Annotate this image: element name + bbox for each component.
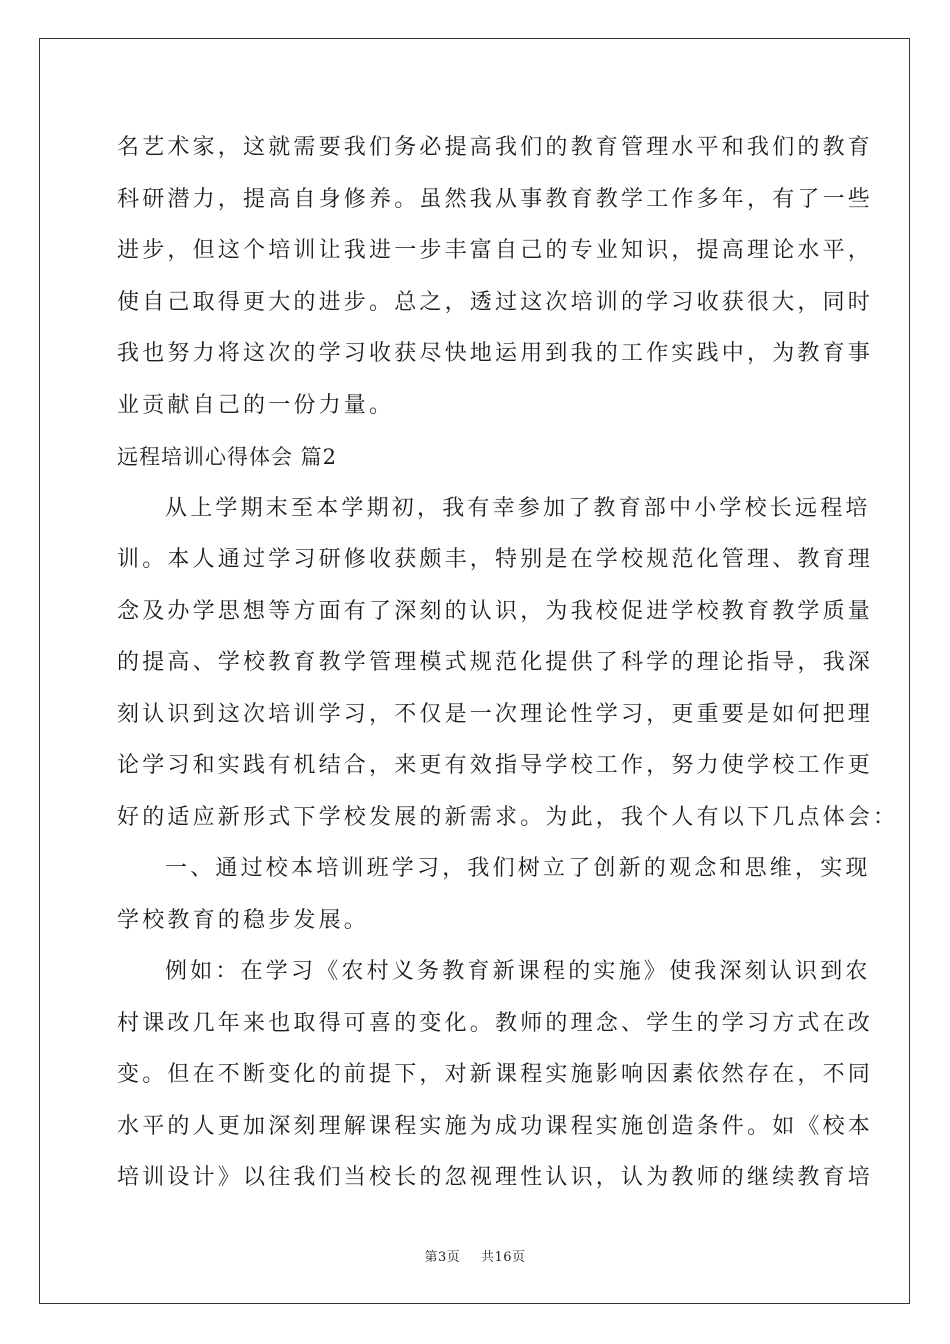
- text-line: 我也努力将这次的学习收获尽快地运用到我的工作实践中，为教育事: [117, 341, 874, 366]
- text-line: 名艺术家，这就需要我们务必提高我们的教育管理水平和我们的教育: [117, 135, 874, 160]
- paragraph-start-line: 一、通过校本培训班学习，我们树立了创新的观念和思维，实现: [165, 856, 871, 881]
- text-line: 的提高、学校教育教学管理模式规范化提供了科学的理论指导，我深: [117, 650, 874, 675]
- text-line: 刻认识到这次培训学习，不仅是一次理论性学习，更重要是如何把理: [117, 701, 874, 727]
- text-line: 好的适应新形式下学校发展的新需求。为此，我个人有以下几点体会：: [117, 804, 899, 830]
- text-line: 使自己取得更大的进步。总之，透过这次培训的学习收获很大，同时: [117, 289, 874, 315]
- text-line: 训。本人通过学习研修收获颇丰，特别是在学校规范化管理、教育理: [117, 547, 874, 572]
- text-line: 变。但在不断变化的前提下，对新课程实施影响因素依然存在，不同: [117, 1062, 874, 1087]
- section-heading: 远程培训心得体会 篇2: [117, 445, 338, 469]
- text-line: 学校教育的稳步发展。: [117, 907, 370, 933]
- text-line: 业贡献自己的一份力量。: [117, 392, 395, 418]
- text-line: 念及办学思想等方面有了深刻的认识，为我校促进学校教育教学质量: [117, 598, 874, 624]
- paragraph-start-line: 从上学期末至本学期初，我有幸参加了教育部中小学校长远程培: [165, 495, 871, 521]
- text-line: 村课改几年来也取得可喜的变化。教师的理念、学生的学习方式在改: [117, 1010, 874, 1036]
- text-line: 进步，但这个培训让我进一步丰富自己的专业知识，提高理论水平，: [117, 238, 874, 263]
- page-footer: [0, 1246, 950, 1265]
- text-line: 培训设计》以往我们当校长的忽视理性认识，认为教师的继续教育培: [117, 1165, 874, 1190]
- page-total: 共16页: [480, 1250, 526, 1265]
- text-line: 水平的人更加深刻理解课程实施为成功课程实施创造条件。如《校本: [117, 1113, 874, 1139]
- text-line: 论学习和实践有机结合，来更有效指导学校工作，努力使学校工作更: [117, 753, 874, 778]
- paragraph-start-line: 例如：在学习《农村义务教育新课程的实施》使我深刻认识到农: [165, 959, 871, 984]
- document-body: [117, 128, 899, 1210]
- page-number: 第3页: [424, 1250, 461, 1265]
- text-line: 科研潜力，提高自身修养。虽然我从事教育教学工作多年，有了一些: [117, 186, 874, 212]
